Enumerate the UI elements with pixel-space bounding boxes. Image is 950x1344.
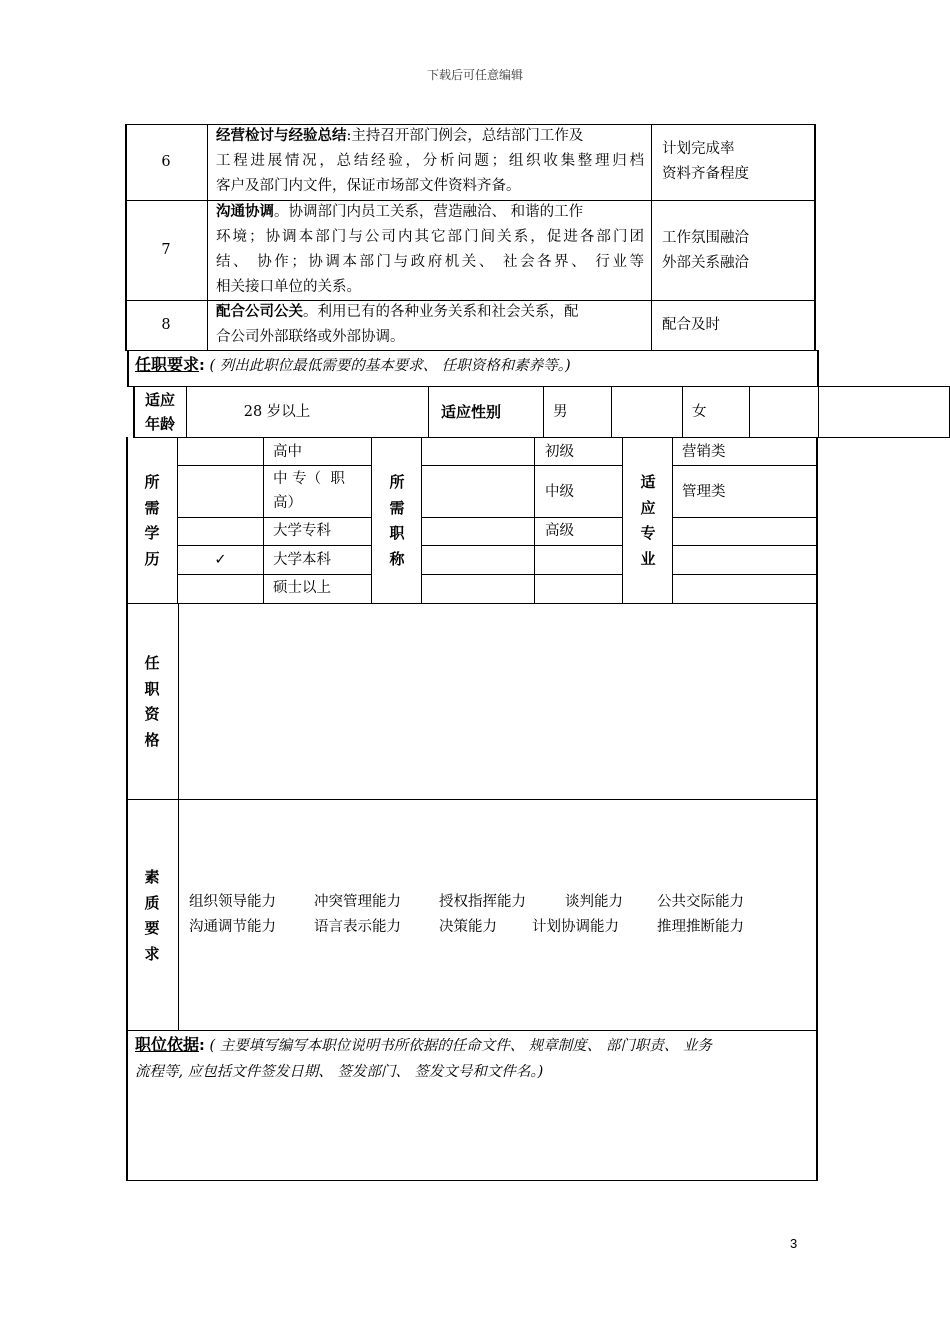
duty-title: 经营检讨与经验总结 (216, 128, 347, 144)
quality-item: 决策能力 (439, 919, 497, 935)
duty-title: 沟通协调 (216, 204, 274, 220)
page-number: 3 (790, 1236, 798, 1251)
requirements-header: 任职要求: ( 列出此职位最低需要的基本要求、 任职资格和素养等。) (135, 355, 571, 374)
major-label: 适 应 专 业 (640, 473, 656, 568)
quality-label: 素 质 要 求 (144, 868, 160, 963)
quality-item: 语言表示能力 (314, 919, 401, 935)
basis-title: 职位依据 (135, 1035, 200, 1054)
education-level: 大学专科 (273, 523, 331, 539)
requirements-title: 任职要求 (135, 355, 200, 374)
education-level: 硕士以上 (273, 580, 331, 596)
gender-male: 男 (553, 404, 568, 420)
basis-note-continued: 流程等, 应包括文件签发日期、 签发部门、 签发文号和文件名。) (135, 1064, 544, 1080)
duty-description: 沟通协调。协调部门内员工关系，营造融洽、 和谐的工作 环境；协调本部门与公司内其它部门间关系，促进各部门团 结、 协作；协调本部门与政府机关、 社会各界、 行业等 相关接口单位的关系。 (216, 204, 644, 295)
education-check-mark: ✓ (214, 552, 227, 568)
gender-label: 适应性别 (441, 403, 502, 421)
duty-criteria: 计划完成率 资料齐备程度 (662, 141, 749, 182)
education-level: 高中 (273, 444, 302, 460)
quality-item: 冲突管理能力 (314, 894, 401, 910)
duty-title: 配合公司公关 (216, 304, 303, 320)
basis-header: 职位依据: ( 主要填写编写本职位说明书所依据的任命文件、 规章制度、 部门职责、 业务 流程等, 应包括文件签发日期、 签发部门、 签发文号和文件名。) (135, 1032, 815, 1085)
quality-item: 组织领导能力 (189, 894, 276, 910)
gender-female: 女 (692, 404, 707, 420)
education-level: 大学本科 (273, 552, 331, 568)
requirements-note: ( 列出此职位最低需要的基本要求、 任职资格和素养等。) (209, 358, 571, 374)
duty-criteria: 工作氛围融洽 外部关系融洽 (662, 230, 749, 271)
quality-item: 沟通调节能力 (189, 919, 276, 935)
duty-number: 7 (161, 242, 171, 258)
quality-item: 谈判能力 (565, 894, 623, 910)
quality-item: 推理推断能力 (657, 919, 744, 935)
duty-number: 8 (161, 317, 171, 333)
page-header: 下载后可任意编辑 (426, 68, 523, 82)
title-label: 所 需 职 称 (389, 473, 405, 568)
basis-note: ( 主要填写编写本职位说明书所依据的任命文件、 规章制度、 部门职责、 业务 (209, 1038, 713, 1054)
title-level: 高级 (545, 523, 574, 539)
title-level: 中级 (545, 484, 574, 500)
age-label: 适应 年龄 (144, 391, 175, 433)
major-option: 管理类 (682, 484, 726, 500)
quality-item: 计划协调能力 (532, 919, 619, 935)
qualification-label: 任 职 资 格 (144, 654, 160, 749)
duty-description: 配合公司公关。利用已有的各种业务关系和社会关系，配 合公司外部联络或外部协调。 (216, 304, 579, 345)
duty-number: 6 (161, 154, 171, 170)
quality-item: 公共交际能力 (657, 894, 744, 910)
title-level: 初级 (545, 444, 574, 460)
education-level: 中 专（ 职 高） (273, 471, 345, 511)
major-option: 营销类 (682, 444, 726, 460)
age-value: 28 岁以上 (243, 404, 311, 420)
education-label: 所 需 学 历 (144, 473, 160, 568)
duty-criteria: 配合及时 (662, 317, 720, 333)
quality-item: 授权指挥能力 (439, 894, 526, 910)
duty-description: 经营检讨与经验总结:主持召开部门例会，总结部门工作及 工程进展情况，总结经验，分析问题；组织收集整理归档 客户及部门内文件，保证市场部文件资料齐备。 (216, 128, 644, 194)
